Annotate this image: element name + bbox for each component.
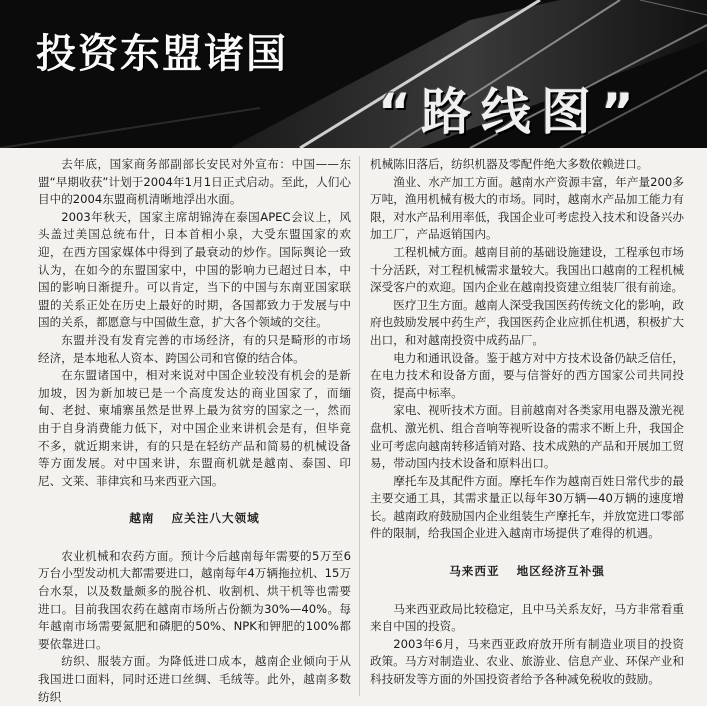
paragraph: 电力和通讯设备。鉴于越方对中方技术设备仍缺乏信任，在电力技术和设备方面，要与信誉好的西方国家公司共同投资，提高中标率。	[370, 350, 684, 400]
paragraph: 摩托车及其配件方面。摩托车作为越南百姓日常代步的最主要交通工具，其需求量正以每年30万辆—40万辆的速度增长。越南政府鼓励国内企业组装生产摩托车，并放宽进口零部件的限制，给我国企业进入越南市场提供了难得的机遇。	[370, 473, 684, 541]
paragraph: 机械陈旧落后，纺织机器及零配件绝大多数依赖进口。	[370, 157, 649, 171]
section-heading-malaysia	[370, 563, 684, 581]
header-banner	[0, 0, 707, 148]
column-divider	[359, 156, 360, 696]
section-heading-country: 马来西亚	[449, 564, 500, 579]
paragraph: 纺织、服装方面。为降低进口成本，越南企业倾向于从我国进口面料，同时还进口丝绸、毛绒等。此外，越南多数纺织	[38, 654, 351, 704]
left-column	[38, 156, 351, 706]
section-heading-topic: 应关注八大领域	[171, 511, 260, 526]
paragraph: 家电、视听技术方面。目前越南对各类家用电器及激光视盘机、激光机、组合音响等视听设备的需求不断上升，我国企业可考虑向越南转移适销对路、技术成熟的产品和开展加工贸易，带动国内技术设备和原料出口。	[370, 403, 684, 471]
headline-subtitle: “路线图”	[378, 83, 644, 141]
section-heading-topic: 地区经济互补强	[516, 564, 605, 579]
paragraph: 农业机械和农药方面。预计今后越南每年需要的5万至6万台小型发动机大都需要进口，越南每年4万辆拖拉机、15万台水泵，以及数量颇多的脱谷机、收割机、烘干机等也需要进口。目前我国农药在越南市场所占份额为30%—40%。每年越南市场需要氮肥和磷肥的50%、NPK和钾肥的100%都要依靠进口。	[38, 548, 351, 651]
headline-title: 投资东盟诸国	[36, 31, 288, 77]
paragraph: 渔业、水产加工方面。越南水产资源丰富，年产量200多万吨，渔用机械有极大的市场。同时，越南水产品加工能力有限，对水产品利用率低，我国企业可考虑投入技术和设备兴办加工厂，产品返销国内。	[370, 174, 684, 242]
right-column	[370, 156, 684, 689]
paragraph: 工程机械方面。越南目前的基础设施建设，工程承包市场十分活跃，对工程机械需求量较大。我国出口越南的工程机械深受客户的欢迎。国内企业在越南投资建立组装厂很有前途。	[370, 244, 684, 295]
paragraph: 在东盟诸国中，相对来说对中国企业较没有机会的是新加坡，因为新加坡已是一个高度发达的商业国家了，而缅甸、老挝、柬埔寨虽然是世界上最为贫穷的国家之一，然而由于自身消费能力低下，对中国企业来讲机会是有，但毕竟不多，就近期来讲，有的只是在轻纺产品和简易的机械设备等方面发展。对中国来讲，东盟商机就是越南、泰国、印尼、文莱、菲律宾和马来西亚六国。	[38, 368, 351, 488]
paragraph: 2003年秋天，国家主席胡锦涛在泰国APEC会议上，风头盖过美国总统布什，日本首相小泉，大受东盟国家的欢迎，在西方国家媒体中得到了最衰动的炒作。国际舆论一致认为，在如今的东盟国家中，中国的影响力已超过日本，中国的影响日渐提升。可以肯定，当下的中国与东南亚国家联盟的关系正处在历史上最好的时期，各国都致力于发展与中国的关系，都愿意与中国做生意，扩大各个领域的交往。	[38, 209, 351, 330]
paragraph: 去年底，国家商务部副部长安民对外宣布：中国——东盟“早期收获”计划于2004年1月1日正式启动。至此，人们心目中的2004东盟商机清晰地浮出水面。	[38, 157, 351, 207]
section-heading-vietnam	[38, 510, 351, 528]
paragraph: 马来西亚政局比较稳定，且中马关系友好，马方非常看重来自中国的投资。	[370, 601, 684, 634]
paragraph: 东盟并没有发育完善的市场经济，有的只是畸形的市场经济，是本地私人资本、跨国公司和官僚的结合体。	[38, 332, 351, 365]
section-heading-country: 越南	[129, 511, 155, 526]
paragraph: 2003年6月，马来西亚政府放开所有制造业项目的投资政策。马方对制造业、农业、旅游业、信息产业、环保产业和科技研发等方面的外国投资者给予各种减免税收的鼓励。	[370, 636, 684, 687]
paragraph: 医疗卫生方面。越南人深受我国医药传统文化的影响，政府也鼓励发展中药生产，我国医药企业应抓住机遇，积极扩大出口，和对越南投资中成药品厂。	[370, 297, 684, 347]
